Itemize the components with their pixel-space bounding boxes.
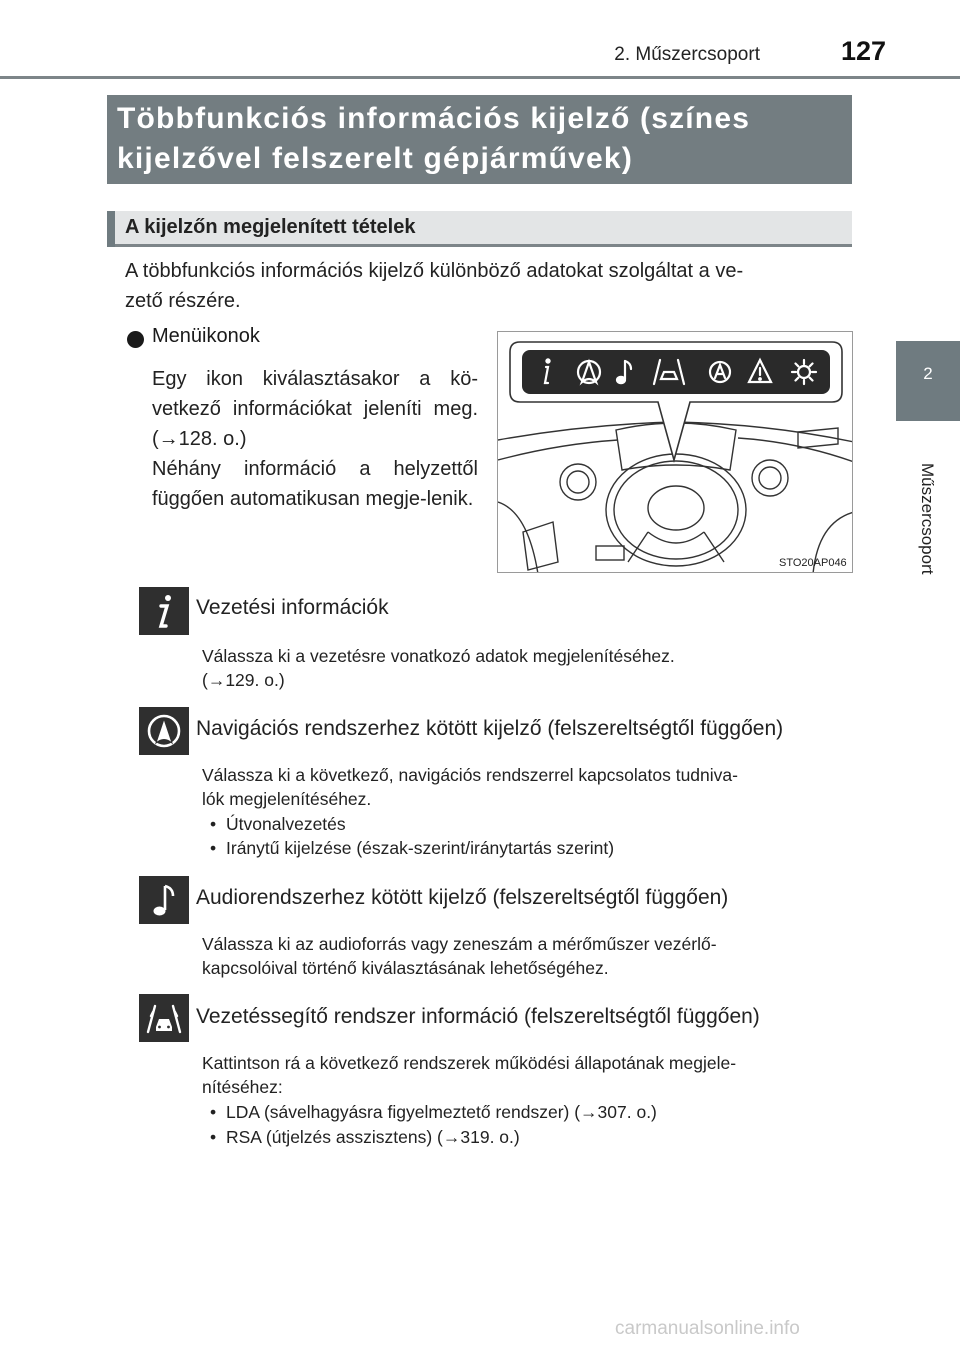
- chapter-tab-label: Műszercsoport: [918, 463, 937, 575]
- list-item: • LDA (sávelhagyásra figyelmeztető rendszer) (→307. o.): [210, 1100, 657, 1124]
- dashboard-figure: [497, 331, 853, 573]
- item-heading-driving-assist: Vezetéssegítő rendszer információ (felszereltségtől függően): [196, 1005, 760, 1028]
- item-desc-line: Válassza ki a vezetésre vonatkozó adatok megjelenítéséhez.: [202, 646, 675, 666]
- dashboard-illustration: [498, 332, 853, 573]
- section-heading: A kijelzőn megjelenített tételek: [125, 216, 416, 238]
- item-desc-audio: [202, 932, 854, 980]
- list-item: • Útvonalvezetés: [210, 812, 346, 836]
- item-desc-line: Válassza ki az audioforrás vagy zeneszám a mérőműszer vezérlő-: [202, 934, 717, 954]
- menu-paragraph-1: Egy ikon kiválasztásakor a kö-vetkező információkat jeleníti meg. (→128. o.): [152, 368, 478, 450]
- audio-icon: [139, 876, 189, 924]
- menu-paragraph-2: Néhány információ a helyzettől függően automatikusan megje-lenik.: [152, 458, 478, 510]
- item-desc-line: nítéséhez:: [202, 1077, 283, 1097]
- bullet-heading: Menüikonok: [152, 325, 260, 347]
- item-desc-line: lók megjelenítéséhez.: [202, 789, 372, 809]
- item-desc-line: (→129. o.): [202, 670, 285, 690]
- figure-code: STO20AP046: [779, 557, 847, 569]
- intro-line-2: zető részére.: [125, 290, 241, 312]
- item-heading-navigation: Navigációs rendszerhez kötött kijelző (felszereltségtől függően): [196, 717, 784, 740]
- item-desc-driving-info: [202, 644, 854, 692]
- page-title-line-2: kijelzővel felszerelt gépjárművek): [117, 142, 634, 175]
- watermark: carmanualsonline.info: [615, 1318, 800, 1339]
- info-icon: [139, 587, 189, 635]
- list-item: • RSA (útjelzés asszisztens) (→319. o.): [210, 1125, 520, 1149]
- item-desc-navigation: [202, 763, 854, 811]
- page-title-line-1: Többfunkciós információs kijelző (színes: [117, 102, 751, 135]
- bullet-icon: [127, 331, 144, 348]
- navigation-icon: [139, 707, 189, 755]
- list-item: • Iránytű kijelzése (észak-szerint/iránytartás szerint): [210, 836, 614, 860]
- item-heading-audio: Audiorendszerhez kötött kijelző (felszereltségtől függően): [196, 886, 729, 909]
- item-desc-line: Válassza ki a következő, navigációs rendszerrel kapcsolatos tudniva-: [202, 765, 738, 785]
- item-desc-line: Kattintson rá a következő rendszerek működési állapotának megjele-: [202, 1053, 737, 1073]
- running-header-section: 2. Műszercsoport: [614, 44, 760, 65]
- page-number: 127: [840, 36, 886, 66]
- driving-assist-icon: [139, 994, 189, 1042]
- item-heading-driving-info: Vezetési információk: [196, 596, 389, 619]
- item-desc-driving-assist: [202, 1051, 854, 1099]
- header-rule: [0, 76, 960, 79]
- item-desc-line: kapcsolóival történő kiválasztásának lehetőségéhez.: [202, 958, 609, 978]
- chapter-tab-number: 2: [923, 364, 933, 383]
- section-heading-marker: [107, 211, 115, 247]
- intro-paragraph: [125, 256, 853, 316]
- page-title: [107, 95, 852, 184]
- intro-line-1: A többfunkciós információs kijelző különböző adatokat szolgáltat a ve-: [125, 260, 744, 282]
